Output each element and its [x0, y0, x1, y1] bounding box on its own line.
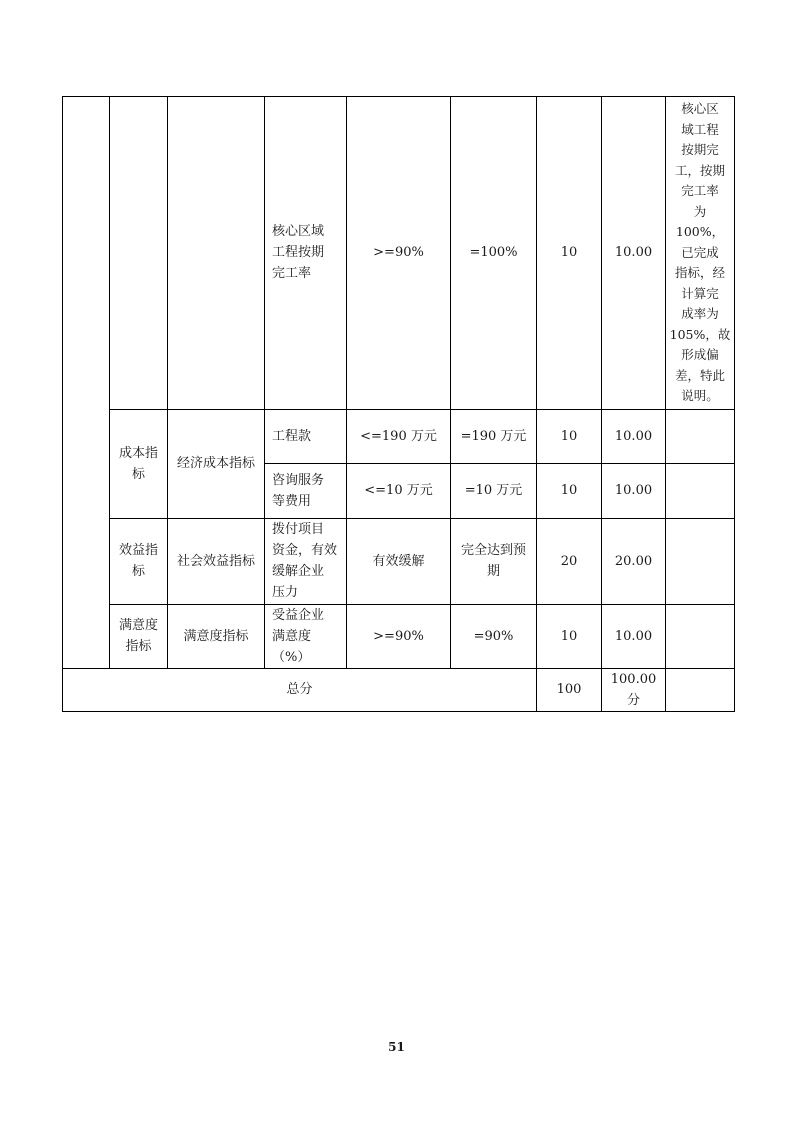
indicator-cell: 拨付项目 资金，有效 缓解企业 压力: [265, 518, 347, 604]
indicator-cell: 咨询服务 等费用: [265, 463, 347, 518]
weight-cell: 10: [537, 97, 602, 410]
level3-cell: 满意度指标: [168, 604, 265, 668]
level3-cell: [168, 97, 265, 410]
level2-cell: 效益指 标: [110, 518, 168, 604]
note-cell: [666, 518, 735, 604]
table-row: [63, 604, 735, 668]
note-cell: [666, 604, 735, 668]
page-number: 51: [388, 1040, 405, 1054]
target-cell: >=90%: [347, 97, 451, 410]
score-cell: 20.00: [602, 518, 666, 604]
indicator-cell: 工程款: [265, 409, 347, 463]
total-weight: 100: [537, 668, 602, 711]
level2-cell: [110, 97, 168, 410]
weight-cell: 10: [537, 409, 602, 463]
score-cell: 10.00: [602, 604, 666, 668]
target-cell: >=90%: [347, 604, 451, 668]
level3-cell: 社会效益指标: [168, 518, 265, 604]
actual-cell: =10 万元: [451, 463, 537, 518]
level3-cell: 经济成本指标: [168, 409, 265, 518]
table-row: [63, 518, 735, 604]
actual-cell: =190 万元: [451, 409, 537, 463]
total-row: [63, 668, 735, 711]
total-score: 100.00 分: [602, 668, 666, 711]
table-row: [63, 97, 735, 410]
total-label: 总分: [63, 668, 537, 711]
score-cell: 10.00: [602, 463, 666, 518]
weight-cell: 10: [537, 604, 602, 668]
target-cell: <=190 万元: [347, 409, 451, 463]
weight-cell: 10: [537, 463, 602, 518]
note-cell: 核心区 域工程 按期完 工，按期 完工率 为 100%， 已完成 指标，经 计算完 成率为 105%，故 形成偏 差，特此 说明。: [666, 97, 735, 410]
performance-indicator-table: [62, 96, 735, 712]
level2-cell: 满意度 指标: [110, 604, 168, 668]
table-row: [63, 409, 735, 463]
actual-cell: =100%: [451, 97, 537, 410]
indicator-cell: 核心区域 工程按期 完工率: [265, 97, 347, 410]
target-cell: <=10 万元: [347, 463, 451, 518]
note-cell: [666, 463, 735, 518]
target-cell: 有效缓解: [347, 518, 451, 604]
note-cell: [666, 409, 735, 463]
actual-cell: =90%: [451, 604, 537, 668]
level2-cell: 成本指 标: [110, 409, 168, 518]
indicator-cell: 受益企业 满意度（%）: [265, 604, 347, 668]
score-cell: 10.00: [602, 97, 666, 410]
level1-cell: [63, 97, 110, 669]
actual-cell: 完全达到预 期: [451, 518, 537, 604]
score-cell: 10.00: [602, 409, 666, 463]
total-note: [666, 668, 735, 711]
weight-cell: 20: [537, 518, 602, 604]
